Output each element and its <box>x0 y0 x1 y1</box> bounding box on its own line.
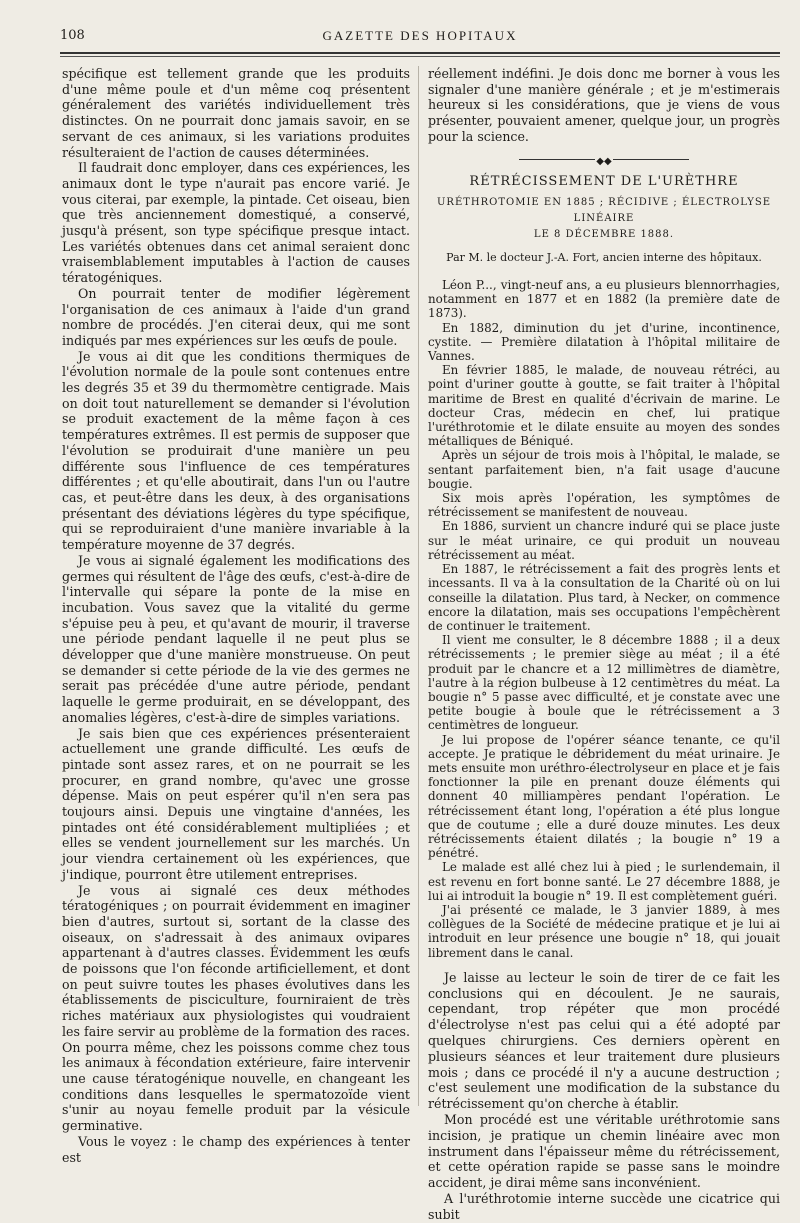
right-column <box>428 66 780 1223</box>
paragraph: spécifique est tellement grande que les produits d'une même poule et d'un même coq présentent généralement des variétés individuellement très distinctes. On ne pourrait donc jamais savoir, en se servant de ces animaux, si les variations produites résulteraient de l'action de causes déterminées. <box>62 66 410 160</box>
paragraph: réellement indéfini. Je dois donc me borner à vous les signaler d'une manière générale ; et je m'estimerais heureux si les considérations, que je viens de vous présenter, pouvaient amener, quelque jour, un progrès pour la science. <box>428 66 780 144</box>
paragraph: Je sais bien que ces expériences présenteraient actuellement une grande difficulté. Les œufs de pintade sont assez rares, et on ne pourrait se les procurer, en grand nombre, qu'avec une grosse dépense. Mais on peut espérer qu'il n'en sera pas toujours ainsi. Depuis une vingtaine d'années, les pintades ont été considérablement multipliées ; et elles se vendent journellement sur les marchés. Un jour viendra certainement où les expériences, que j'indique, pourront être utilement entreprises. <box>62 725 410 882</box>
header-rule <box>60 52 780 54</box>
section-subtitle: URÉTHROTOMIE EN 1885 ; RÉCIDIVE ; ÉLECTROLYSE LINÉAIRE <box>436 197 771 224</box>
paragraph: Le malade est allé chez lui à pied ; le surlendemain, il est revenu en fort bonne santé. Le 27 décembre 1888, je lui ai introduit la bougie n° 19. Il est complètement guéri. <box>428 860 780 903</box>
separator-ornament: ◆◆ <box>595 154 613 170</box>
header-rule-thin <box>60 56 780 57</box>
paragraph: Je vous ai dit que les conditions thermiques de l'évolution normale de la poule sont contenues entre les degrés 35 et 39 du thermomètre centigrade. Mais on doit tout naturellement se demander si l'évolution se produit exactement de la même façon à ces températures extrêmes. Il est permis de supposer que l'évolution se produirait d'une manière un peu différente sous l'influence de ces températures différentes ; et qu'elle aboutirait, dans l'un ou l'autre cas, et peut-être dans les deux, à des organisations présentant des déviations légères du type spécifique, qui se reproduiraient d'une manière invariable à la température moyenne de 37 degrés. <box>62 348 410 553</box>
paragraph: Je vous ai signalé également les modifications des germes qui résultent de l'âge des œufs, c'est-à-dire de l'intervalle qui sépare la ponte de la mise en incubation. Vous savez que la vitalité du germe s'épuise peu à peu, et qu'avant de mourir, il traverse une période pendant laquelle il ne peut plus se développer que d'une manière monstrueuse. On peut se demander si cette période de la vie des germes ne serait pas précédée d'une autre période, pendant laquelle le germe produirait, en se développant, des anomalies légères, c'est-à-dire de simples variations. <box>62 552 410 725</box>
paragraph: On pourrait tenter de modifier légèrement l'organisation de ces animaux à l'aide d'un grand nombre de procédés. J'en citerai deux, qui me sont indiqués par mes expériences sur les œufs de poule. <box>62 285 410 348</box>
column-divider <box>418 66 419 1106</box>
section-separator <box>519 155 689 167</box>
paragraph: En février 1885, le malade, de nouveau rétréci, au point d'uriner goutte à goutte, se fait traiter à l'hôpital maritime de Brest en qualité d'écrivain de marine. Le docteur Cras, médecin en chef, lui pratique l'uréthrotomie et le dilate ensuite au moyen des sondes métalliques de Béniqué. <box>428 363 780 449</box>
paragraph: Je laisse au lecteur le soin de tirer de ce fait les conclusions qui en découlent. Je ne saurais, cependant, trop répéter que mon procédé d'électrolyse n'est pas celui qui a été adopté par quelques chirurgiens. Ces derniers opèrent en plusieurs séances et leur traitement dure plusieurs mois ; dans ce procédé il n'y a aucune destruction ; c'est seulement une modification de la substance du rétrécissement qu'on cherche à établir. <box>428 969 780 1112</box>
left-column <box>62 66 410 1165</box>
paragraph: Je vous ai signalé ces deux méthodes tératogéniques ; on pourrait évidemment en imaginer bien d'autres, surtout si, sortant de la classe des oiseaux, on s'adressait à des animaux ovipares appartenant à d'autres classes. Évidemment les œufs de poissons que l'on féconde artificiellement, et dont on peut suivre toutes les phases évolutives dans les établissements de pisciculture, fourniraient de très riches matériaux aux physiologistes qui voudraient les faire servir au problème de la formation des races. On pourra même, chez les poissons comme chez tous les animaux à fécondation extérieure, faire intervenir une cause tératogénique nouvelle, en changeant les conditions dans lesquelles le spermatozoïde vient s'unir au noyau femelle produit par la vésicule germinative. <box>62 882 410 1134</box>
section-subtitle-date: LE 8 DÉCEMBRE 1888. <box>533 228 675 240</box>
paragraph: A l'uréthrotomie interne succède une cicatrice qui subit <box>428 1190 780 1222</box>
paragraph: En 1882, diminution du jet d'urine, incontinence, cystite. — Première dilatation à l'hôpital militaire de Vannes. <box>428 320 780 364</box>
paragraph: Vous le voyez : le champ des expériences à tenter est <box>62 1133 410 1165</box>
paragraph: En 1887, le rétrécissement a fait des progrès lents et incessants. Il va à la consultation de la Charité où on lui conseille la dilatation. Plus tard, à Necker, on commence encore la dilatation, mais ses occupations l'empêchèrent de continuer le traitement. <box>428 562 780 633</box>
section-title: RÉTRÉCISSEMENT DE L'URÈTHRE <box>469 173 739 189</box>
page-header <box>60 28 780 48</box>
paragraph: Après un séjour de trois mois à l'hôpital, le malade, se sentant parfaitement bien, n'a fait usage d'aucune bougie. <box>428 448 780 491</box>
paragraph: Mon procédé est une véritable uréthrotomie sans incision, je pratique un chemin linéaire avec mon instrument dans l'épaisseur même du rétrécissement, et cette opération rapide se passe sans le moindre accident, je dirai même sans inconvénient. <box>428 1111 780 1191</box>
journal-title: GAZETTE DES HOPITAUX <box>322 28 518 43</box>
paragraph: En 1886, survient un chancre induré qui se place juste sur le méat urinaire, ce qui produit un nouveau rétrécissement au méat. <box>428 519 780 562</box>
paragraph: Il vient me consulter, le 8 décembre 1888 ; il a deux rétrécissements ; le premier siège au méat ; il a été produit par le chancre et a 12 millimètres de diamètre, l'autre à la région bulbeuse à 12 centimètres du méat. La bougie n° 5 passe avec difficulté, et je constate avec une petite bougie à boule que le rétrécissement a 3 centimètres de longueur. <box>428 633 780 733</box>
author-byline: Par M. le docteur J.-A. Fort, ancien interne des hôpitaux. <box>446 251 762 265</box>
conclusion-text <box>428 970 780 1223</box>
paragraph: Six mois après l'opération, les symptômes de rétrécissement se manifestent de nouveau. <box>428 491 780 520</box>
paragraph: Je lui propose de l'opérer séance tenante, ce qu'il accepte. Je pratique le débridement du méat urinaire. Je mets ensuite mon uréthro-électrolyseur en place et je fais fonctionner la pile en prenant douze éléments qui donnent 40 milliampères pendant l'opération. Le rétrécissement étant long, l'opération a été plus longue que de coutume ; elle a duré douze minutes. Les deux rétrécissements étaient dilatés ; la bougie n° 19 a pénétré. <box>428 732 780 861</box>
paragraph: J'ai présenté ce malade, le 3 janvier 1889, à mes collègues de la Société de médecine pratique et je lui ai introduit en leur présence une bougie n° 18, qui jouait librement dans le canal. <box>428 902 780 960</box>
case-observation <box>428 278 780 960</box>
paragraph: Il faudrait donc employer, dans ces expériences, les animaux dont le type n'aurait pas encore varié. Je vous citerai, par exemple, la pintade. Cet oiseau, bien que très anciennement domestiqué, a conservé, jusqu'à présent, son type spécifique presque intact. Les variétés obtenues dans cet animal seraient donc vraisemblablement imputables à l'action de causes tératogéniques. <box>62 160 410 286</box>
paragraph: Léon P..., vingt-neuf ans, a eu plusieurs blennorrhagies, notamment en 1877 et en 1882 (la première date de 1873). <box>428 278 780 321</box>
page-number: 108 <box>60 28 85 43</box>
